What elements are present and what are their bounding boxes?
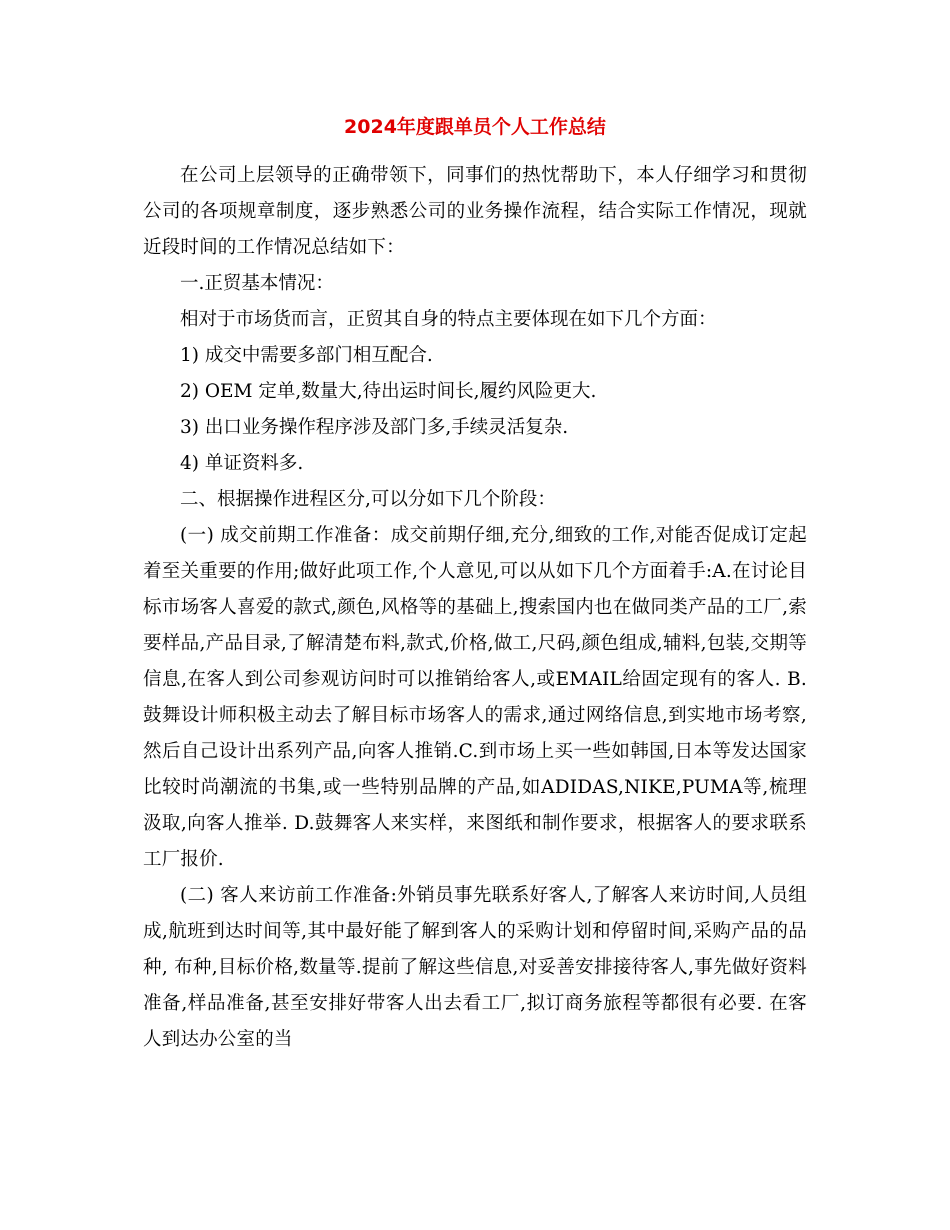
document-page bbox=[143, 112, 807, 1058]
section1-lead: 相对于市场货而言，正贸其自身的特点主要体现在如下几个方面： bbox=[180, 309, 717, 330]
document-title: 2024年度跟单员个人工作总结 bbox=[344, 116, 606, 138]
list-item: 2) OEM 定单,数量大,待出运时间长,履约风险更大. bbox=[180, 381, 597, 402]
stage1-paragraph: (一) 成交前期工作准备：成交前期仔细,充分,细致的工作,对能否促成订定起着至关重要的作用;做好此项工作,个人意见,可以从如下几个方面着手:A.在讨论目标市场客人喜爱的款式,颜色,风格等的基础上,搜索国内也在做同类产品的工厂,索要样品,产品目录,了解清楚布料,款式,价格,做工,尺码,颜色组成,辅料,包装,交期等信息,在客人到公司参观访问时可以推销给客人,或EMAIL给固定现有的客人. B. 鼓舞设计师积极主动去了解目标市场客人的需求,通过网络信息,到实地市场考察,然后自己设计出系列产品,向客人推销.C.到市场上买一些如韩国,日本等发达国家比较时尚潮流的书集,或一些特别品牌的产品,如ADIDAS,NIKE,PUMA等,梳理汲取,向客人推举. D.鼓舞客人来实样，来图纸和制作要求，根据客人的要求联系工厂报价. bbox=[143, 525, 807, 870]
intro-paragraph: 在公司上层领导的正确带领下，同事们的热忱帮助下，本人仔细学习和贯彻公司的各项规章制度，逐步熟悉公司的业务操作流程，结合实际工作情况，现就近段时间的工作情况总结如下： bbox=[143, 165, 807, 258]
stage2-paragraph: (二) 客人来访前工作准备:外销员事先联系好客人,了解客人来访时间,人员组成,航班到达时间等,其中最好能了解到客人的采购计划和停留时间,采购产品的品种, 布种,目标价格,数量等.提前了解这些信息,对妥善安排接待客人,事先做好资料准备,样品准备,甚至安排好带客人出去看工厂,拟订商务旅程等都很有必要. 在客人到达办公室的当 bbox=[143, 885, 807, 1050]
list-item: 1) 成交中需要多部门相互配合. bbox=[180, 345, 433, 366]
section2-heading: 二、根据操作进程区分,可以分如下几个阶段： bbox=[180, 489, 556, 510]
list-item: 3) 出口业务操作程序涉及部门多,手续灵活复杂. bbox=[180, 417, 569, 438]
section1-heading: 一.正贸基本情况： bbox=[180, 273, 334, 294]
list-item: 4) 单证资料多. bbox=[180, 453, 304, 474]
